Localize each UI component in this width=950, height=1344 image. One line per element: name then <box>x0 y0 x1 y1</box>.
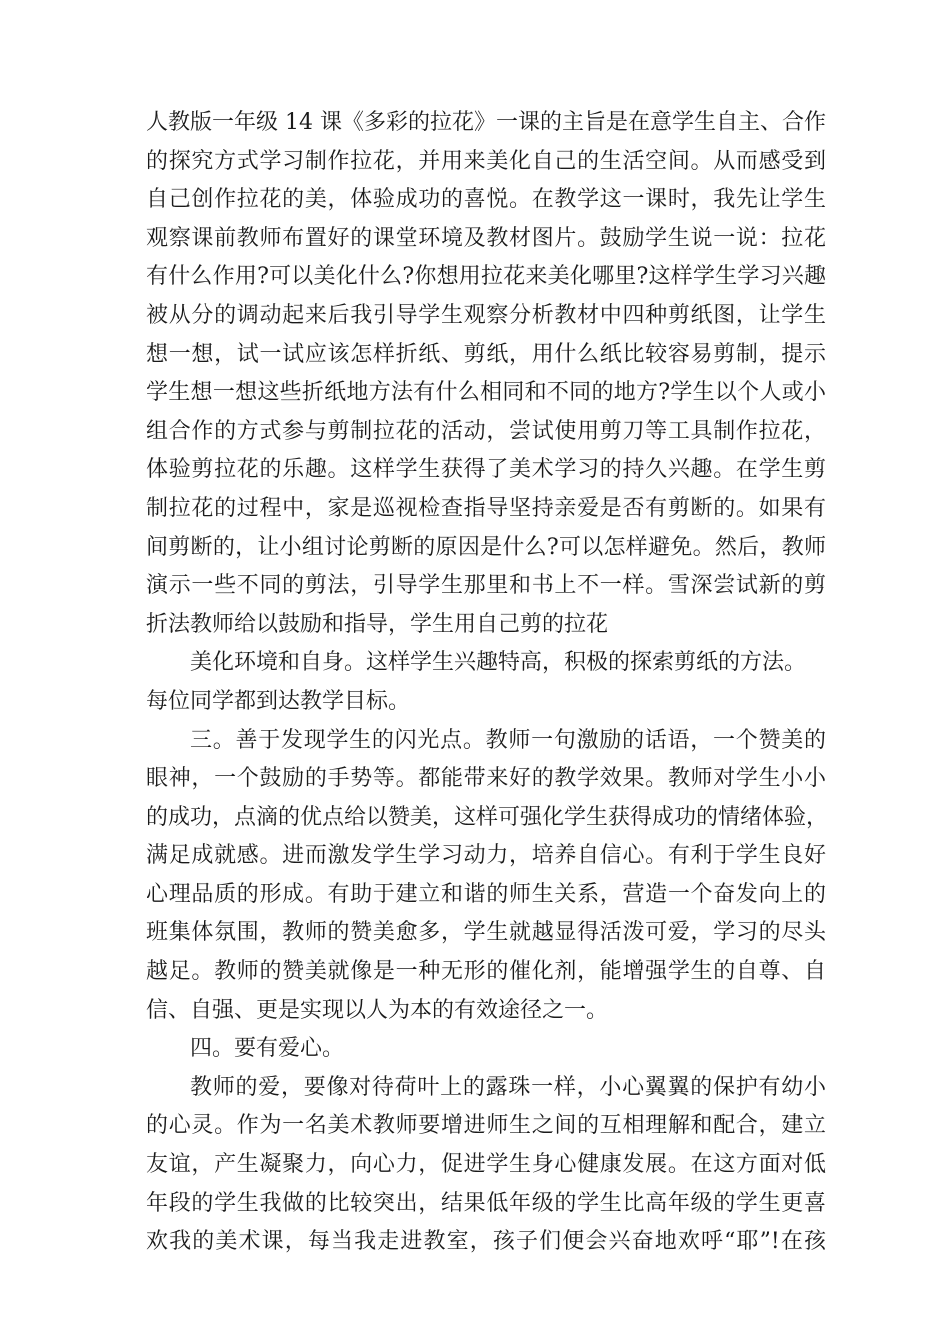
text-line: 心理品质的形成。有助于建立和谐的师生关系，营造一个奋发向上的 <box>146 881 826 907</box>
text-line: 的成功，点滴的优点给以赞美，这样可强化学生获得成功的情绪体验， <box>146 804 829 830</box>
text-line: 有什么作用?可以美化什么?你想用拉花来美化哪里?这样学生学习兴趣 <box>146 264 826 290</box>
text-line: 的探究方式学习制作拉花，并用来美化自己的生活空间。从而感受到 <box>146 148 826 174</box>
text-line: 眼神，一个鼓励的手势等。都能带来好的教学效果。教师对学生小小 <box>146 766 826 792</box>
text-line: 想一想，试一试应该怎样折纸、剪纸，用什么纸比较容易剪制，提示 <box>146 341 826 367</box>
text-line: 班集体氛围，教师的赞美愈多，学生就越显得活泼可爱，学习的尽头 <box>146 920 826 946</box>
text-line: 欢我的美术课，每当我走进教室，孩子们便会兴奋地欢呼“耶”!在孩 <box>146 1229 826 1255</box>
text-line: 美化环境和自身。这样学生兴趣特高，积极的探索剪纸的方法。 <box>190 650 807 676</box>
text-line: 学生想一想这些折纸地方法有什么相同和不同的地方?学生以个人或小 <box>146 380 826 406</box>
text-line: 被从分的调动起来后我引导学生观察分析教材中四种剪纸图，让学生 <box>146 302 826 328</box>
text-line: 每位同学都到达教学目标。 <box>146 688 411 714</box>
text-line: 体验剪拉花的乐趣。这样学生获得了美术学习的持久兴趣。在学生剪 <box>146 457 826 483</box>
text-line: 人教版一年级 14 课《多彩的拉花》一课的主旨是在意学生自主、合作 <box>146 110 826 135</box>
text-line: 间剪断的，让小组讨论剪断的原因是什么?可以怎样避免。然后，教师 <box>146 534 826 560</box>
text-line: 的心灵。作为一名美术教师要增进师生之间的互相理解和配合，建立 <box>146 1113 826 1139</box>
text-line: 折法教师给以鼓励和指导，学生用自己剪的拉花 <box>146 611 609 637</box>
document-body <box>146 104 829 1262</box>
text-line: 制拉花的过程中，家是巡视检查指导坚持亲爱是否有剪断的。如果有 <box>146 495 826 521</box>
text-line: 友谊，产生凝聚力，向心力，促进学生身心健康发展。在这方面对低 <box>146 1152 826 1178</box>
section-heading-line: 三。善于发现学生的闪光点。教师一句激励的话语，一个赞美的 <box>190 727 826 753</box>
text-line: 教师的爱，要像对待荷叶上的露珠一样，小心翼翼的保护有幼小 <box>190 1074 826 1100</box>
text-line: 年段的学生我做的比较突出，结果低年级的学生比高年级的学生更喜 <box>146 1190 826 1216</box>
text-line: 演示一些不同的剪法，引导学生那里和书上不一样。雪深尝试新的剪 <box>146 573 826 599</box>
text-line: 观察课前教师布置好的课堂环境及教材图片。鼓励学生说一说：拉花 <box>146 225 826 251</box>
section-heading-line: 四。要有爱心。 <box>190 1036 345 1062</box>
text-line: 组合作的方式参与剪制拉花的活动，尝试使用剪刀等工具制作拉花， <box>146 418 826 444</box>
text-line: 信、自强、更是实现以人为本的有效途径之一。 <box>146 997 609 1023</box>
text-line: 满足成就感。进而激发学生学习动力，培养自信心。有利于学生良好 <box>146 843 826 869</box>
text-line: 越足。教师的赞美就像是一种无形的催化剂，能增强学生的自尊、自 <box>146 959 826 985</box>
text-line: 自己创作拉花的美，体验成功的喜悦。在教学这一课时，我先让学生 <box>146 187 826 213</box>
